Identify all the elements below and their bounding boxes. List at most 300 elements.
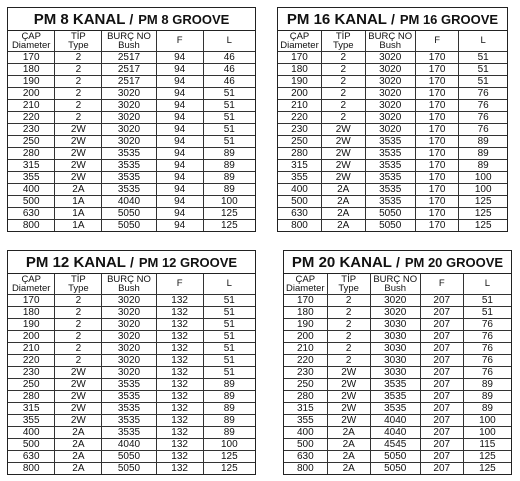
table-row bbox=[8, 172, 255, 184]
cell-type: 2W bbox=[55, 160, 102, 172]
cell-bush: 3020 bbox=[102, 355, 156, 367]
cell-f: 207 bbox=[420, 307, 463, 319]
cell-l: 89 bbox=[203, 391, 255, 403]
cell-type: 2 bbox=[55, 355, 102, 367]
cell-f: 94 bbox=[156, 88, 203, 100]
cell-l: 51 bbox=[203, 367, 255, 379]
table-row bbox=[284, 379, 511, 391]
title-main: PM 16 KANAL bbox=[286, 10, 387, 28]
cell-bush: 3020 bbox=[365, 52, 415, 64]
cell-type: 2 bbox=[55, 76, 102, 88]
cell-f: 170 bbox=[415, 52, 459, 64]
table-row bbox=[278, 208, 507, 220]
cell-f: 94 bbox=[156, 100, 203, 112]
cell-l: 51 bbox=[459, 52, 507, 64]
cell-l: 76 bbox=[459, 88, 507, 100]
cell-f: 132 bbox=[156, 307, 203, 319]
table-row bbox=[8, 76, 255, 88]
cell-type: 1A bbox=[55, 196, 102, 208]
cell-f: 132 bbox=[156, 427, 203, 439]
cell-f: 170 bbox=[415, 76, 459, 88]
cell-bush: 3535 bbox=[365, 172, 415, 184]
cell-l: 125 bbox=[203, 208, 255, 220]
cell-f: 170 bbox=[415, 136, 459, 148]
cell-f: 207 bbox=[420, 319, 463, 331]
table-row bbox=[284, 415, 511, 427]
cell-bush: 3020 bbox=[102, 136, 156, 148]
col-header-bush: BURÇ NO Bush bbox=[370, 274, 420, 295]
title-main: PM 20 KANAL bbox=[291, 253, 392, 271]
cell-diameter: 315 bbox=[278, 160, 322, 172]
cell-diameter: 250 bbox=[278, 136, 322, 148]
table-row bbox=[8, 52, 255, 64]
cell-f: 94 bbox=[156, 112, 203, 124]
cell-l: 76 bbox=[463, 331, 511, 343]
cell-type: 2W bbox=[327, 379, 370, 391]
cell-diameter: 200 bbox=[8, 88, 55, 100]
cell-bush: 5050 bbox=[365, 208, 415, 220]
cell-bush: 3535 bbox=[365, 184, 415, 196]
cell-type: 2W bbox=[55, 148, 102, 160]
cell-type: 2W bbox=[322, 136, 366, 148]
table-row bbox=[8, 391, 255, 403]
cell-l: 125 bbox=[203, 220, 255, 232]
cell-bush: 3030 bbox=[370, 343, 420, 355]
cell-diameter: 355 bbox=[8, 415, 55, 427]
cell-diameter: 630 bbox=[8, 451, 55, 463]
cell-l: 51 bbox=[203, 100, 255, 112]
cell-l: 51 bbox=[203, 88, 255, 100]
cell-bush: 3535 bbox=[370, 391, 420, 403]
cell-f: 170 bbox=[415, 64, 459, 76]
cell-type: 2 bbox=[55, 64, 102, 76]
table-row bbox=[278, 100, 507, 112]
cell-diameter: 280 bbox=[8, 391, 55, 403]
cell-f: 207 bbox=[420, 331, 463, 343]
col-header-l: L bbox=[459, 31, 507, 52]
cell-f: 132 bbox=[156, 451, 203, 463]
cell-diameter: 230 bbox=[8, 124, 55, 136]
cell-diameter: 280 bbox=[8, 148, 55, 160]
cell-type: 2 bbox=[55, 343, 102, 355]
table-row bbox=[8, 112, 255, 124]
cell-f: 94 bbox=[156, 136, 203, 148]
cell-l: 51 bbox=[203, 319, 255, 331]
table-row bbox=[278, 136, 507, 148]
cell-type: 2 bbox=[322, 52, 366, 64]
cell-type: 2W bbox=[55, 367, 102, 379]
cell-type: 2A bbox=[327, 463, 370, 475]
cell-l: 125 bbox=[463, 451, 511, 463]
table-row bbox=[8, 64, 255, 76]
table-row bbox=[8, 220, 255, 232]
cell-f: 94 bbox=[156, 148, 203, 160]
cell-f: 94 bbox=[156, 172, 203, 184]
table-row bbox=[8, 319, 255, 331]
cell-bush: 3535 bbox=[365, 160, 415, 172]
cell-f: 170 bbox=[415, 124, 459, 136]
cell-l: 125 bbox=[459, 220, 507, 232]
cell-diameter: 180 bbox=[278, 64, 322, 76]
cell-f: 94 bbox=[156, 52, 203, 64]
col-header-diameter: ÇAP Diameter bbox=[284, 274, 327, 295]
col-header-f: F bbox=[156, 274, 203, 295]
table-row bbox=[284, 331, 511, 343]
title-separator: / bbox=[129, 254, 134, 270]
cell-f: 132 bbox=[156, 391, 203, 403]
col-header-diameter: ÇAP Diameter bbox=[8, 31, 55, 52]
cell-f: 94 bbox=[156, 208, 203, 220]
cell-f: 170 bbox=[415, 196, 459, 208]
col-header-l: L bbox=[203, 31, 255, 52]
cell-bush: 5050 bbox=[102, 220, 156, 232]
title-separator: / bbox=[395, 254, 400, 270]
cell-type: 2A bbox=[55, 427, 102, 439]
cell-type: 2 bbox=[55, 319, 102, 331]
cell-l: 76 bbox=[463, 343, 511, 355]
cell-bush: 3020 bbox=[102, 367, 156, 379]
cell-f: 132 bbox=[156, 331, 203, 343]
cell-diameter: 230 bbox=[278, 124, 322, 136]
cell-bush: 3535 bbox=[102, 415, 156, 427]
cell-bush: 5050 bbox=[365, 220, 415, 232]
cell-diameter: 800 bbox=[8, 220, 55, 232]
table-row bbox=[278, 148, 507, 160]
cell-diameter: 315 bbox=[8, 403, 55, 415]
col-header-diameter: ÇAP Diameter bbox=[8, 274, 55, 295]
cell-type: 1A bbox=[55, 220, 102, 232]
cell-bush: 2517 bbox=[102, 64, 156, 76]
cell-diameter: 170 bbox=[8, 295, 55, 307]
cell-diameter: 180 bbox=[8, 307, 55, 319]
cell-bush: 3020 bbox=[365, 112, 415, 124]
cell-f: 94 bbox=[156, 160, 203, 172]
cell-diameter: 250 bbox=[284, 379, 327, 391]
cell-diameter: 200 bbox=[278, 88, 322, 100]
col-header-diameter: ÇAP Diameter bbox=[278, 31, 322, 52]
spec-table bbox=[8, 31, 255, 231]
cell-type: 2W bbox=[322, 148, 366, 160]
table-row bbox=[8, 295, 255, 307]
table-row bbox=[8, 148, 255, 160]
cell-l: 100 bbox=[463, 415, 511, 427]
table-row bbox=[8, 439, 255, 451]
table-row bbox=[278, 184, 507, 196]
title-sub: PM 16 GROOVE bbox=[399, 11, 499, 27]
cell-l: 46 bbox=[203, 64, 255, 76]
col-header-f: F bbox=[415, 31, 459, 52]
table-row bbox=[284, 307, 511, 319]
cell-f: 207 bbox=[420, 463, 463, 475]
table-row bbox=[278, 76, 507, 88]
cell-f: 207 bbox=[420, 343, 463, 355]
cell-bush: 3535 bbox=[102, 172, 156, 184]
table-row bbox=[284, 439, 511, 451]
cell-f: 132 bbox=[156, 379, 203, 391]
cell-type: 2 bbox=[327, 355, 370, 367]
cell-type: 2 bbox=[322, 100, 366, 112]
cell-type: 2W bbox=[55, 136, 102, 148]
cell-bush: 3020 bbox=[102, 100, 156, 112]
table-title bbox=[278, 8, 507, 31]
cell-type: 2A bbox=[327, 439, 370, 451]
table-row bbox=[8, 136, 255, 148]
cell-bush: 3020 bbox=[102, 124, 156, 136]
header-row bbox=[284, 274, 511, 295]
cell-diameter: 400 bbox=[284, 427, 327, 439]
table-row bbox=[8, 124, 255, 136]
cell-l: 115 bbox=[463, 439, 511, 451]
table-row bbox=[8, 208, 255, 220]
cell-diameter: 210 bbox=[8, 343, 55, 355]
cell-bush: 5050 bbox=[370, 463, 420, 475]
cell-diameter: 170 bbox=[284, 295, 327, 307]
cell-bush: 3020 bbox=[102, 343, 156, 355]
cell-f: 94 bbox=[156, 196, 203, 208]
spec-table-panel-1 bbox=[7, 7, 256, 232]
cell-f: 94 bbox=[156, 124, 203, 136]
title-separator: / bbox=[129, 11, 134, 27]
cell-l: 51 bbox=[203, 124, 255, 136]
cell-diameter: 190 bbox=[278, 76, 322, 88]
cell-type: 2W bbox=[55, 379, 102, 391]
cell-diameter: 500 bbox=[8, 196, 55, 208]
cell-bush: 5050 bbox=[102, 451, 156, 463]
cell-type: 2 bbox=[55, 112, 102, 124]
cell-l: 100 bbox=[459, 184, 507, 196]
cell-type: 2 bbox=[322, 88, 366, 100]
cell-bush: 4040 bbox=[102, 196, 156, 208]
table-row bbox=[284, 403, 511, 415]
cell-type: 2 bbox=[327, 307, 370, 319]
cell-l: 100 bbox=[459, 172, 507, 184]
title-separator: / bbox=[390, 11, 395, 27]
cell-l: 46 bbox=[203, 76, 255, 88]
cell-bush: 3020 bbox=[365, 76, 415, 88]
cell-l: 89 bbox=[463, 391, 511, 403]
cell-diameter: 180 bbox=[284, 307, 327, 319]
cell-type: 2W bbox=[55, 391, 102, 403]
col-header-f: F bbox=[156, 31, 203, 52]
cell-diameter: 500 bbox=[284, 439, 327, 451]
table-row bbox=[8, 403, 255, 415]
cell-diameter: 200 bbox=[284, 331, 327, 343]
table-row bbox=[284, 391, 511, 403]
cell-type: 2W bbox=[55, 415, 102, 427]
cell-type: 2 bbox=[55, 295, 102, 307]
cell-f: 207 bbox=[420, 295, 463, 307]
cell-diameter: 500 bbox=[278, 196, 322, 208]
table-row bbox=[278, 64, 507, 76]
col-header-type: TİP Type bbox=[55, 274, 102, 295]
table-row bbox=[278, 172, 507, 184]
table-row bbox=[8, 100, 255, 112]
cell-l: 76 bbox=[459, 124, 507, 136]
cell-l: 51 bbox=[463, 307, 511, 319]
cell-diameter: 210 bbox=[8, 100, 55, 112]
spec-table-panel-4 bbox=[283, 250, 512, 475]
table-row bbox=[278, 52, 507, 64]
cell-bush: 5050 bbox=[102, 463, 156, 475]
table-title bbox=[8, 8, 255, 31]
cell-l: 51 bbox=[203, 295, 255, 307]
cell-diameter: 230 bbox=[284, 367, 327, 379]
cell-bush: 4545 bbox=[370, 439, 420, 451]
cell-bush: 2517 bbox=[102, 52, 156, 64]
cell-bush: 3020 bbox=[102, 112, 156, 124]
cell-f: 207 bbox=[420, 427, 463, 439]
cell-diameter: 355 bbox=[8, 172, 55, 184]
table-row bbox=[8, 184, 255, 196]
col-header-l: L bbox=[203, 274, 255, 295]
cell-type: 2A bbox=[322, 184, 366, 196]
cell-l: 89 bbox=[463, 403, 511, 415]
cell-f: 170 bbox=[415, 184, 459, 196]
col-header-type: TİP Type bbox=[322, 31, 366, 52]
cell-bush: 5050 bbox=[370, 451, 420, 463]
cell-diameter: 170 bbox=[8, 52, 55, 64]
cell-diameter: 190 bbox=[8, 319, 55, 331]
cell-l: 89 bbox=[203, 403, 255, 415]
col-header-type: TİP Type bbox=[55, 31, 102, 52]
cell-f: 170 bbox=[415, 148, 459, 160]
title-sub: PM 12 GROOVE bbox=[138, 254, 238, 270]
table-row bbox=[8, 331, 255, 343]
cell-diameter: 400 bbox=[8, 427, 55, 439]
cell-diameter: 190 bbox=[8, 76, 55, 88]
cell-diameter: 280 bbox=[284, 391, 327, 403]
cell-type: 2A bbox=[327, 451, 370, 463]
cell-bush: 3020 bbox=[102, 331, 156, 343]
cell-l: 51 bbox=[459, 64, 507, 76]
cell-l: 51 bbox=[203, 343, 255, 355]
cell-bush: 3535 bbox=[370, 379, 420, 391]
cell-f: 207 bbox=[420, 367, 463, 379]
cell-l: 51 bbox=[203, 355, 255, 367]
cell-l: 125 bbox=[203, 463, 255, 475]
cell-diameter: 400 bbox=[8, 184, 55, 196]
cell-f: 94 bbox=[156, 184, 203, 196]
cell-f: 132 bbox=[156, 319, 203, 331]
cell-l: 89 bbox=[203, 184, 255, 196]
cell-l: 125 bbox=[463, 463, 511, 475]
cell-bush: 5050 bbox=[102, 208, 156, 220]
cell-type: 2W bbox=[327, 403, 370, 415]
table-row bbox=[284, 319, 511, 331]
cell-bush: 4040 bbox=[102, 439, 156, 451]
cell-l: 125 bbox=[203, 451, 255, 463]
cell-l: 100 bbox=[203, 196, 255, 208]
cell-l: 51 bbox=[203, 112, 255, 124]
table-row bbox=[8, 160, 255, 172]
table-row bbox=[284, 451, 511, 463]
cell-bush: 3535 bbox=[365, 148, 415, 160]
cell-f: 170 bbox=[415, 100, 459, 112]
cell-f: 94 bbox=[156, 64, 203, 76]
cell-type: 2 bbox=[55, 331, 102, 343]
cell-diameter: 180 bbox=[8, 64, 55, 76]
cell-type: 2A bbox=[55, 439, 102, 451]
cell-type: 2 bbox=[327, 319, 370, 331]
cell-l: 46 bbox=[203, 52, 255, 64]
cell-type: 2W bbox=[55, 403, 102, 415]
table-row bbox=[8, 415, 255, 427]
spec-table bbox=[278, 31, 507, 231]
table-row bbox=[284, 295, 511, 307]
cell-bush: 3535 bbox=[365, 196, 415, 208]
title-main: PM 12 KANAL bbox=[25, 253, 126, 271]
cell-bush: 3020 bbox=[102, 307, 156, 319]
table-row bbox=[284, 343, 511, 355]
cell-bush: 3030 bbox=[370, 319, 420, 331]
cell-l: 89 bbox=[203, 415, 255, 427]
cell-f: 170 bbox=[415, 88, 459, 100]
table-row bbox=[278, 112, 507, 124]
table-row bbox=[284, 367, 511, 379]
cell-l: 100 bbox=[463, 427, 511, 439]
cell-bush: 2517 bbox=[102, 76, 156, 88]
col-header-type: TİP Type bbox=[327, 274, 370, 295]
cell-bush: 3020 bbox=[365, 124, 415, 136]
table-row bbox=[278, 196, 507, 208]
cell-bush: 3535 bbox=[102, 379, 156, 391]
cell-l: 51 bbox=[459, 76, 507, 88]
cell-type: 2 bbox=[327, 343, 370, 355]
cell-f: 132 bbox=[156, 355, 203, 367]
cell-f: 207 bbox=[420, 451, 463, 463]
cell-type: 2A bbox=[322, 220, 366, 232]
cell-f: 207 bbox=[420, 391, 463, 403]
cell-l: 89 bbox=[203, 148, 255, 160]
cell-type: 2W bbox=[322, 172, 366, 184]
cell-diameter: 630 bbox=[8, 208, 55, 220]
cell-bush: 3020 bbox=[102, 88, 156, 100]
cell-l: 89 bbox=[203, 160, 255, 172]
cell-type: 2A bbox=[55, 184, 102, 196]
spec-table-panel-3 bbox=[7, 250, 256, 475]
cell-type: 2W bbox=[327, 415, 370, 427]
cell-l: 89 bbox=[203, 172, 255, 184]
cell-l: 51 bbox=[203, 307, 255, 319]
table-row bbox=[8, 427, 255, 439]
cell-l: 51 bbox=[203, 331, 255, 343]
cell-diameter: 190 bbox=[284, 319, 327, 331]
cell-diameter: 800 bbox=[284, 463, 327, 475]
cell-f: 132 bbox=[156, 367, 203, 379]
table-title bbox=[8, 251, 255, 274]
table-row bbox=[8, 463, 255, 475]
cell-diameter: 315 bbox=[284, 403, 327, 415]
cell-bush: 3020 bbox=[102, 319, 156, 331]
table-row bbox=[284, 463, 511, 475]
cell-bush: 3535 bbox=[102, 148, 156, 160]
cell-diameter: 220 bbox=[8, 112, 55, 124]
cell-l: 51 bbox=[463, 295, 511, 307]
cell-bush: 3020 bbox=[102, 295, 156, 307]
cell-bush: 3535 bbox=[102, 184, 156, 196]
cell-f: 94 bbox=[156, 220, 203, 232]
cell-f: 170 bbox=[415, 220, 459, 232]
table-row bbox=[8, 355, 255, 367]
cell-diameter: 230 bbox=[8, 367, 55, 379]
table-row bbox=[8, 307, 255, 319]
cell-diameter: 220 bbox=[8, 355, 55, 367]
cell-bush: 3020 bbox=[365, 64, 415, 76]
cell-diameter: 250 bbox=[8, 136, 55, 148]
table-row bbox=[284, 427, 511, 439]
cell-bush: 3535 bbox=[365, 136, 415, 148]
cell-diameter: 355 bbox=[284, 415, 327, 427]
